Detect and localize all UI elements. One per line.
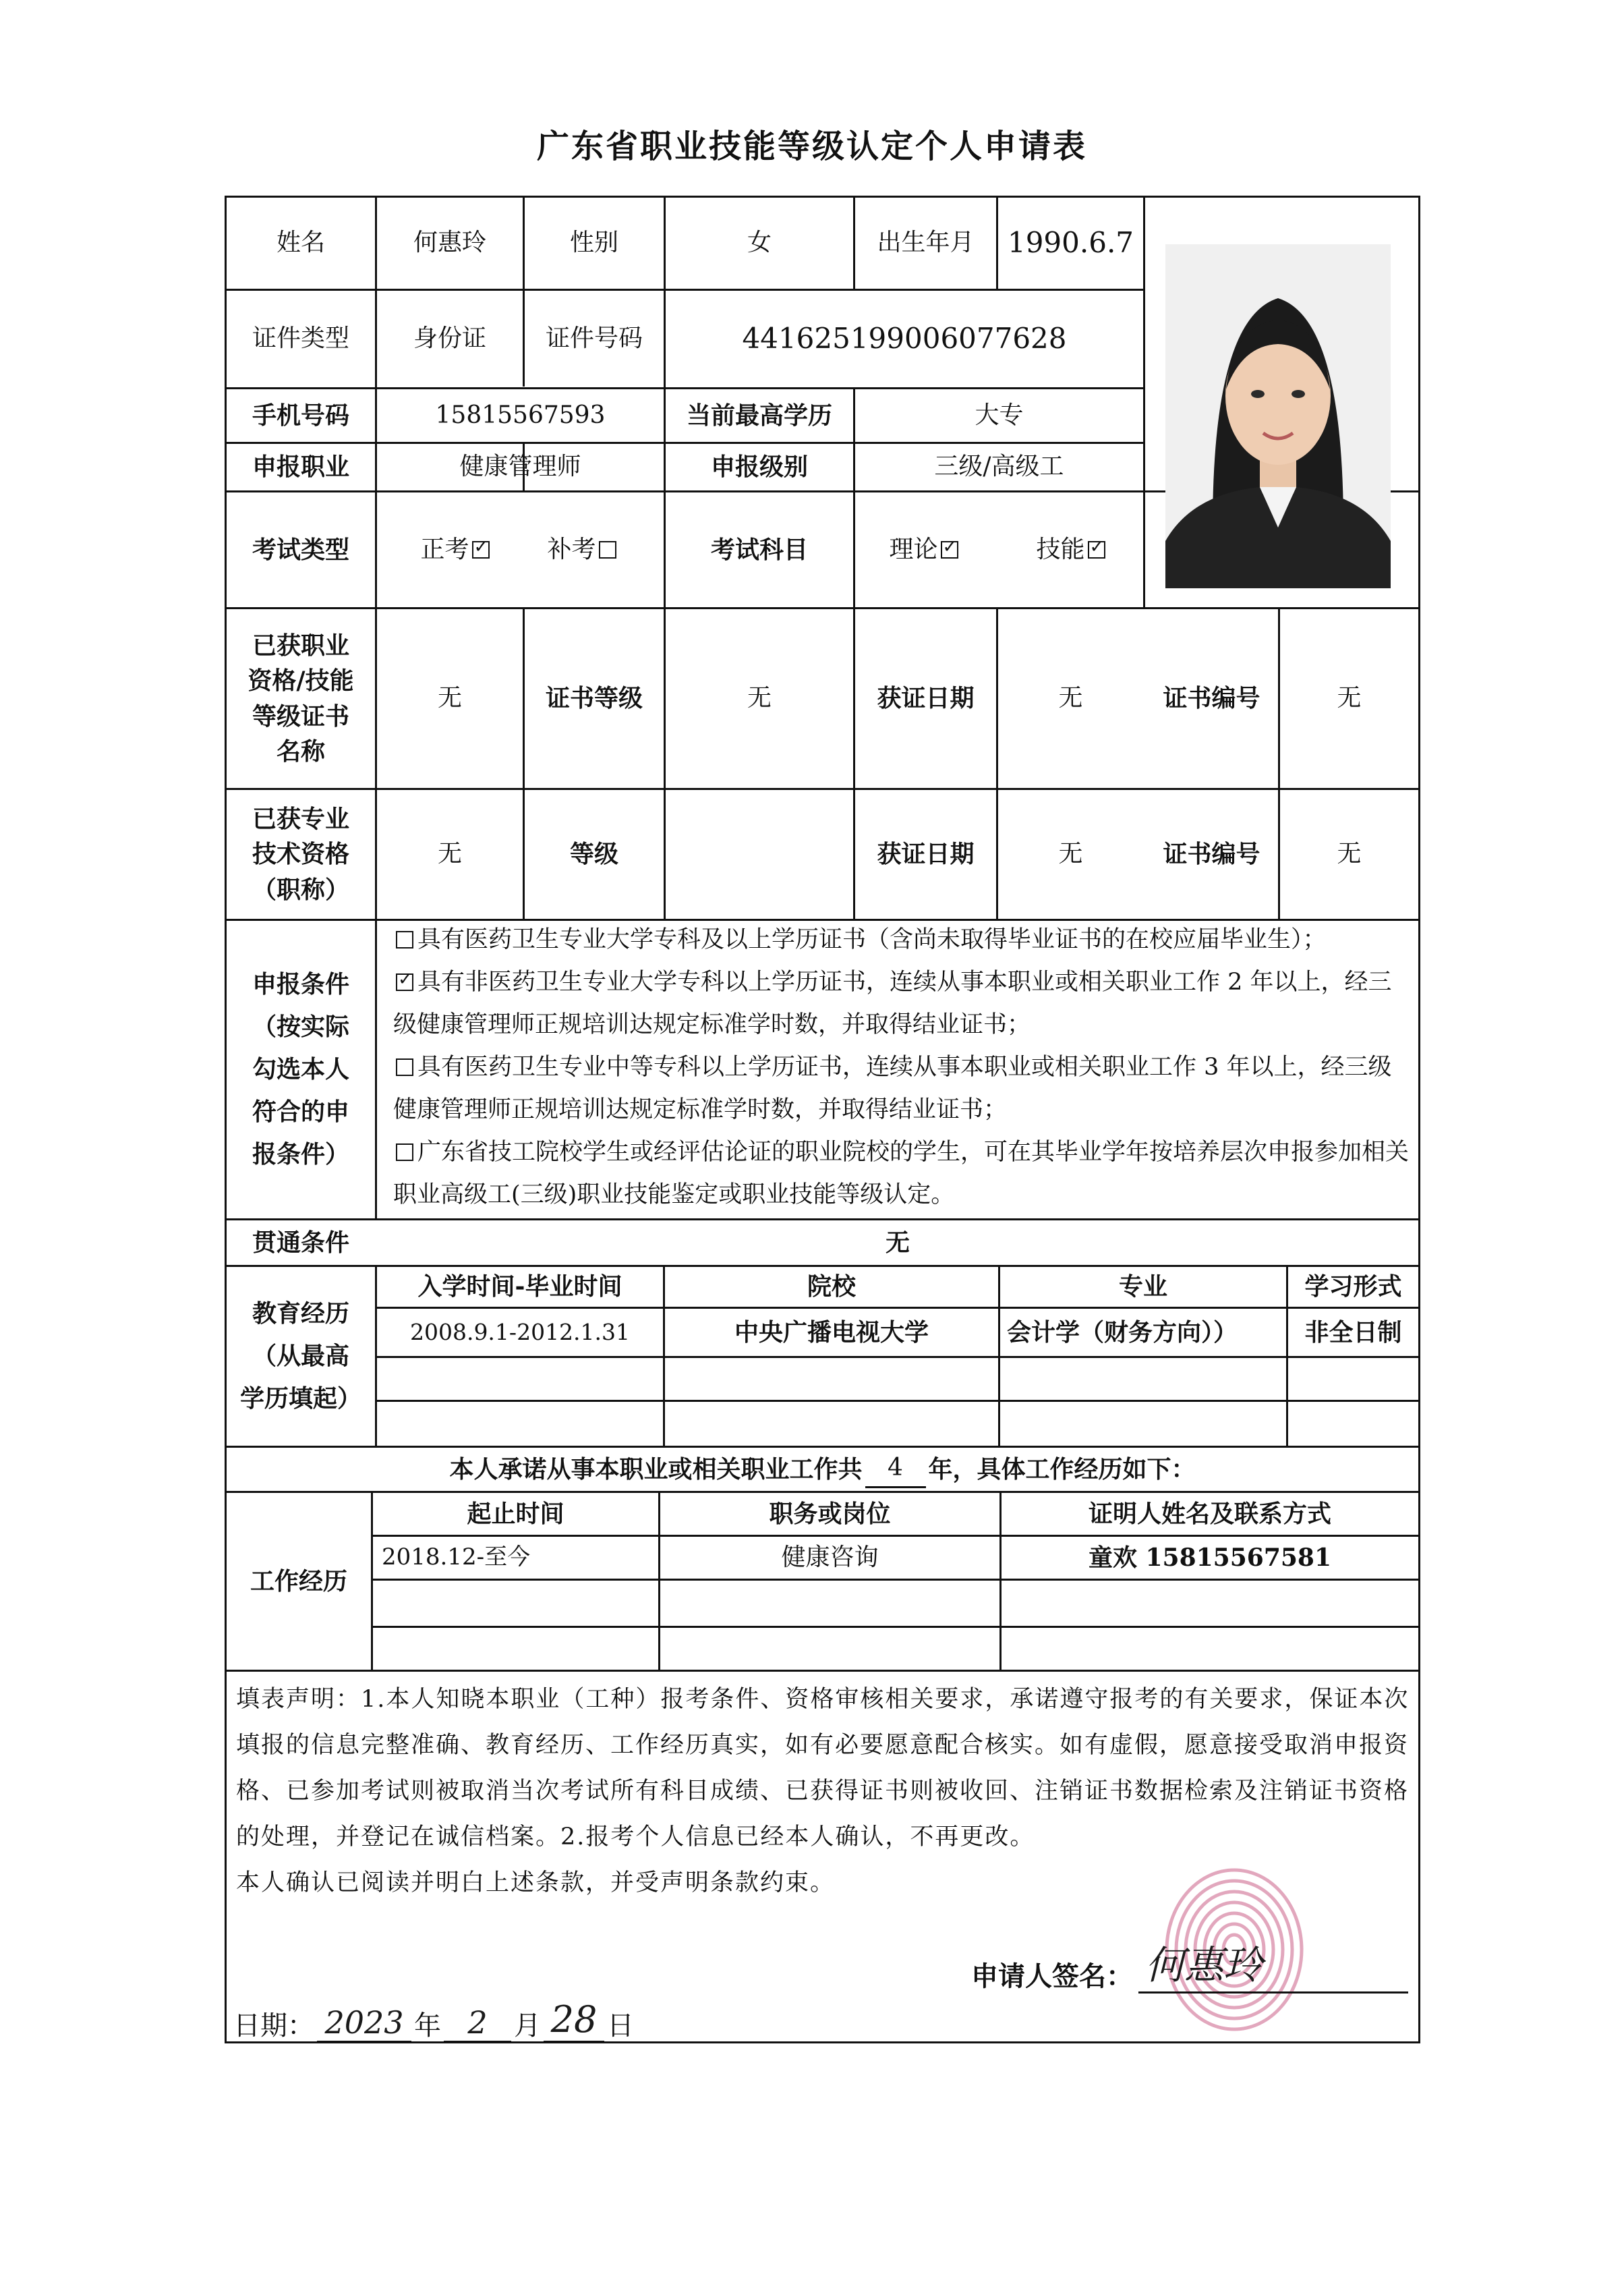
- title-date-label: 获证日期: [877, 840, 975, 869]
- skill-checkbox[interactable]: [1088, 541, 1105, 559]
- form-title: 广东省职业技能等级认定个人申请表: [536, 128, 1087, 165]
- edu-row-1-school: 中央广播电视大学: [734, 1318, 929, 1347]
- occupation-value: 健康管理师: [459, 453, 581, 481]
- id-number-label: 证件号码: [545, 324, 643, 353]
- signature-value: 何惠玲: [1145, 1942, 1263, 1988]
- condition-1-checkbox[interactable]: [396, 931, 413, 949]
- work-pledge: 本人承诺从事本职业或相关职业工作共 4 年，具体工作经历如下：: [227, 1448, 1418, 1491]
- education-level-label: 当前最高学历: [686, 401, 832, 430]
- work-header-period: 起止时间: [467, 1499, 564, 1528]
- education-level-value: 大专: [975, 401, 1024, 429]
- cert-grade-label: 证书等级: [545, 684, 643, 713]
- edu-row-1-mode: 非全日制: [1304, 1318, 1402, 1347]
- condition-item: 具有医药卫生专业大学专科及以上学历证书（含尚未取得毕业证书的在校应届毕业生）；: [393, 919, 1411, 961]
- signature-row: [971, 1942, 1408, 1993]
- date-row: 日期： 2023 年 2 月 28 日: [233, 1998, 634, 2041]
- title-number-value: 无: [1337, 840, 1362, 868]
- exam-makeup-label: 补考: [547, 535, 596, 563]
- professional-title-value: 无: [437, 840, 462, 868]
- apply-level-value: 三级/高级工: [934, 453, 1064, 481]
- occupation-label: 申报职业: [252, 453, 349, 482]
- work-header-position: 职务或岗位: [769, 1499, 891, 1528]
- conditions-label: 申报条件 （按实际 勾选本人 符合的申 报条件）: [252, 970, 349, 1168]
- exam-type-options: [377, 492, 664, 607]
- conditions-list: [388, 919, 1416, 1216]
- edu-header-mode: 学习形式: [1304, 1272, 1402, 1301]
- gender-label: 性别: [569, 228, 618, 256]
- cert-number-label: 证书编号: [1163, 684, 1260, 713]
- exam-subject-options: [855, 492, 1143, 607]
- condition-3-checkbox[interactable]: [396, 1058, 413, 1076]
- exam-regular-checkbox[interactable]: [472, 541, 490, 559]
- declaration-text: 填表声明：1.本人知晓本职业（工种）报考条件、资格审核相关要求，承诺遵守报考的有关要求，保证本次 填报的信息完整准确、教育经历、工作经历真实，如有必要愿意配合核实。如有虚假，愿意接受取消申报资 格、已参加考试则被取消当次考试所有科目成绩、已获得证书则被收回、注销证书数据检索及注销证书资格 的处理，并登记在诚信档案。2.报考个人信息已经本人确认，不再更改。 本人确认已阅读并明白上述条款，并受声明条款约束。: [236, 1686, 1410, 1896]
- edu-header-period: 入学时间-毕业时间: [417, 1272, 622, 1301]
- qualification-cert-label: 已获职业 资格/技能 等级证书 名称: [248, 631, 354, 766]
- through-condition-value: 无: [885, 1228, 910, 1257]
- condition-2-checkbox[interactable]: [396, 973, 413, 991]
- title-number-label: 证书编号: [1163, 840, 1260, 869]
- date-label: 日期：: [233, 2010, 314, 2041]
- condition-4-checkbox[interactable]: [396, 1143, 413, 1161]
- condition-item: ✓具有非医药卫生专业大学专科以上学历证书，连续从事本职业或相关职业工作 2 年以上，经三级健康管理师正规培训达规定标准学时数，并取得结业证书；: [393, 961, 1411, 1046]
- work-header-referee: 证明人姓名及联系方式: [1088, 1499, 1331, 1528]
- signature-label: 申请人签名：: [971, 1960, 1133, 1992]
- gender-value: 女: [747, 228, 772, 256]
- id-number-value: 441625199006077628: [742, 322, 1067, 356]
- condition-item: 广东省技工院校学生或经评估论证的职业院校的学生，可在其毕业学年按培养层次申报参加相关职业高级工(三级)职业技能鉴定或职业技能等级认定。: [393, 1139, 1410, 1208]
- edu-row-1-period: 2008.9.1-2012.1.31: [409, 1319, 631, 1346]
- through-condition-label: 贯通条件: [252, 1228, 349, 1257]
- title-grade-value: [666, 790, 853, 919]
- work-years-value: 4: [865, 1450, 926, 1488]
- edu-header-major: 专业: [1118, 1272, 1167, 1301]
- work-history-label: 工作经历: [250, 1566, 347, 1595]
- theory-checkbox[interactable]: [941, 541, 958, 559]
- edu-row-1-major: 会计学（财务方向））: [1007, 1318, 1238, 1347]
- cert-date-value: 无: [1058, 684, 1083, 712]
- title-date-value: 无: [1058, 840, 1083, 868]
- education-history-label: 教育经历 （从最高 学历填起）: [239, 1299, 361, 1413]
- theory-label: 理论: [889, 535, 938, 563]
- edu-header-school: 院校: [807, 1272, 856, 1301]
- work-row-1-position: 健康咨询: [781, 1543, 879, 1571]
- cert-grade-value: 无: [747, 684, 772, 712]
- exam-subject-label: 考试科目: [710, 535, 808, 564]
- phone-label: 手机号码: [252, 401, 349, 430]
- date-year-value[interactable]: 2023: [317, 2004, 411, 2043]
- skill-label: 技能: [1036, 535, 1085, 563]
- cert-number-value: 无: [1337, 684, 1362, 712]
- condition-item: 具有医药卫生专业中等专科以上学历证书，连续从事本职业或相关职业工作 3 年以上，经三级健康管理师正规培训达规定标准学时数，并取得结业证书；: [393, 1054, 1392, 1123]
- date-day-value[interactable]: 28: [544, 1998, 604, 2043]
- exam-type-label: 考试类型: [252, 535, 349, 564]
- exam-regular-label: 正考: [420, 535, 469, 563]
- work-row-1-period: 2018.12-至今: [382, 1544, 531, 1571]
- birth-label: 出生年月: [877, 228, 975, 256]
- phone-value: 15815567593: [435, 401, 606, 429]
- applicant-photo: [1165, 244, 1391, 588]
- exam-makeup-checkbox[interactable]: [599, 541, 616, 559]
- name-value: 何惠玲: [413, 228, 486, 256]
- cert-date-label: 获证日期: [877, 684, 975, 713]
- apply-level-label: 申报级别: [710, 453, 808, 482]
- title-grade-label: 等级: [569, 840, 618, 869]
- birth-value: 1990.6.7: [1007, 225, 1134, 259]
- work-row-1-referee: 童欢 15815567581: [1088, 1543, 1332, 1572]
- qualification-cert-name-value: 无: [437, 684, 462, 712]
- signature-field[interactable]: [1138, 1942, 1408, 1993]
- date-month-value[interactable]: 2: [444, 2004, 511, 2043]
- professional-title-label: 已获专业 技术资格 （职称）: [252, 805, 349, 904]
- id-type-value: 身份证: [413, 324, 486, 353]
- name-label: 姓名: [276, 228, 325, 256]
- id-type-label: 证件类型: [252, 324, 349, 353]
